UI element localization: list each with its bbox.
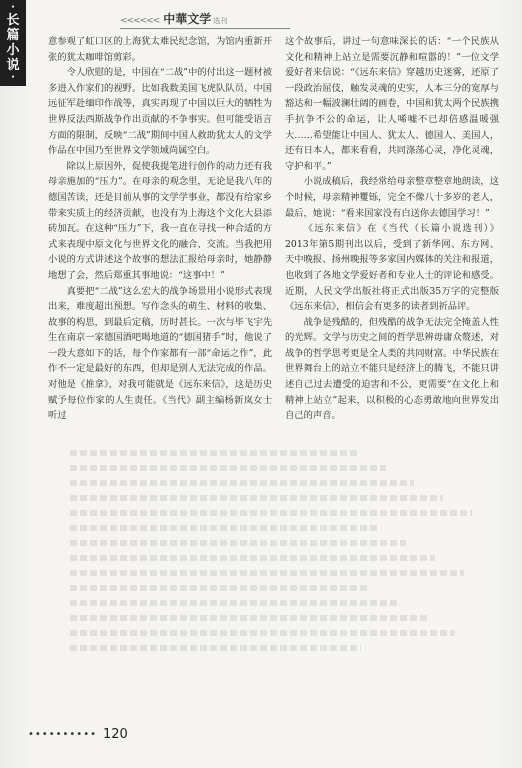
section-tab-char: 小 [6, 43, 20, 58]
right-column [285, 34, 499, 424]
header-divider [120, 28, 290, 29]
paragraph: 战争是残酷的，但残酷的战争无法完全掩盖人性的光辉。文学与历史之间的哲学思辨毋庸众赘述，对战争的哲学思考更是全人类的共同财富。中华民族在世界舞台上的站立不能只是经济上的腾飞，不能只讲述自己过去遭受的迫害和不公，更需要“在文化上和精神上站立”起来，以积极的心态勇敢地向世界发出自己的声音。 [285, 316, 499, 422]
show-through-line [70, 510, 472, 516]
show-through-line [70, 480, 414, 486]
footer-dots: •••••••••• [28, 729, 97, 740]
paragraph: 意参观了虹口区的上海犹太难民纪念馆，为馆内重新开张的犹太咖啡馆剪彩。 [48, 36, 272, 63]
show-through-line [70, 600, 398, 606]
show-through-line [70, 645, 361, 651]
show-through-line [70, 570, 464, 576]
show-through-line [70, 465, 386, 471]
paragraph: 令人欣慰的是，中国在“二战”中的付出这一题材被多进入作家们的视野。比如我数美国飞虎队队员、中国远征军赴缅印作战等，真实再现了中国以巨大的牺牲为世界反法西斯战争作出贡献的不争事实。但可能受语言方面的限制，反映“二战”期间中国人救助犹太人的文学作品在中国乃至世界文学领域尚属空白。 [48, 67, 272, 157]
paragraph: 这个故事后，讲过一句意味深长的话：“一个民族从文化和精神上站立是需要沉静和喧嚣的！”一位文学爱好者来信说：“《远东来信》穿越历史迷雾，还原了一段政治屈伎，触发灵魂的史实，人本三分的宽厚与豁达和一幅波澜壮阔的画卷，中国和犹太两个民族携手抗争不公的命运，让人唏嘘不已却倍感温暖强大……希望能让中国人、犹太人、德国人、美国人，还有日本人，都来看看，共同涤荡心灵，净化灵魂，守护和平。” [285, 36, 499, 172]
section-tab-char: 长 [6, 13, 20, 28]
paragraph: 真要把“二战”这么宏大的战争场景用小说形式表现出来，难度超出预想。写作念头的萌生、材料的收集、故事的构思，到最后定稿，历时甚长。一次与毕飞宇先生在南京一家德国酒吧喝地道的“德国猪手”时，他说了一段大意如下的话，每个作家都有一部“命运之作”，此作不一定是最好的东西，但却是别人无法完成的作品。对他是《推拿》，对我可能就是《远东来信》，这是历史赋予每位作家的人生责任。《当代》副主编杨新岚女士听过 [48, 285, 272, 422]
show-through-line [70, 555, 435, 561]
paragraph: 除以上原因外，促使我提笔进行创作的动力还有我母亲施加的“压力”。在母亲的观念里，无论是我八年的德国苦读，还是目前从事的文学学事业，都没有给家乡带来实质上的经济贡献，也没有为上海这个文化大县添砖加瓦。在这种“压力”下，我一直在寻找一种合适的方式来表现中原文化与世界文化的融合、交流。当我把用小说的方式讲述这个故事的想法汇报给母亲时，她静静地想了会，然后郑重其事地说：“这事中！” [48, 160, 272, 281]
page-footer [28, 727, 128, 742]
show-through-line [70, 495, 443, 501]
section-tab-char: 篇 [6, 28, 20, 43]
section-tab: · 长 篇 小 说 · [0, 0, 26, 86]
show-through-line [70, 585, 369, 591]
show-through-line [70, 525, 378, 531]
show-through-line [70, 630, 455, 636]
show-through-text [70, 450, 480, 670]
left-column [48, 34, 272, 424]
show-through-line [70, 540, 406, 546]
show-through-line [70, 615, 427, 621]
paragraph: 小说成稿后，我经常给母亲整章整章地朗读，这个时候，母亲精神矍铄，完全不像八十多岁的老人，最后，她说：“看来国家没有白送你去德国学习！” [285, 176, 499, 219]
page-number: 120 [102, 727, 128, 742]
section-tab-char: 说 [6, 58, 20, 73]
chevrons-icon: <<<<<< [120, 16, 160, 26]
running-header [120, 10, 227, 28]
magazine-subtitle: 选刊 [213, 17, 228, 25]
magazine-title: 中華文学 [163, 12, 212, 26]
show-through-line [70, 450, 357, 456]
paragraph: 《远东来信》在《当代（长篇小说选刊）》2013年第5期刊出以后，受到了新华网、东方网、天中晚报、扬州晚报等多家国内媒体的关注和报道，也收到了各地文学爱好者和专业人士的评论和感受。近期，人民文学出版社将正式出版35万字的完整版《远东来信》，相信会有更多的读者到祈品评。 [285, 223, 499, 313]
